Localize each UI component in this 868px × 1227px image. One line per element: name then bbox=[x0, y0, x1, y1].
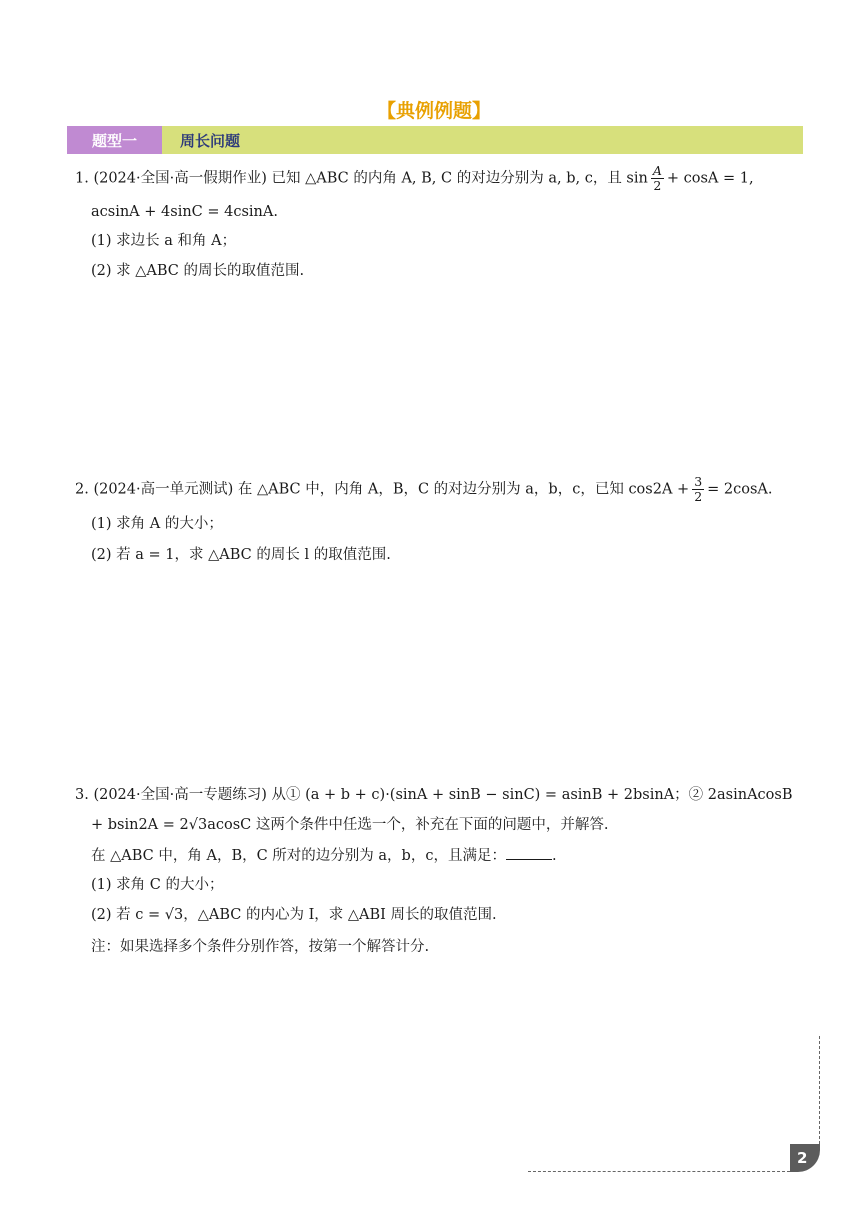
problem-1-text: 1. (2024·全国·高一假期作业) 已知 △ABC 的内角 A, B, C 的对边分别为 a, b, c，且 sin bbox=[75, 170, 648, 187]
problem-1-line-2: acsinA + 4sinC = 4csinA. bbox=[91, 204, 278, 220]
question-type-tag: 题型一 bbox=[67, 126, 162, 154]
problem-1-text-tail: + cosA = 1, bbox=[666, 170, 754, 187]
problem-2-part-2: (2) 若 a = 1，求 △ABC 的周长 l 的取值范围. bbox=[91, 547, 391, 563]
page-number: 2 bbox=[790, 1144, 820, 1172]
problem-2-text-tail: = 2cosA. bbox=[707, 481, 773, 498]
problem-2-text: 2. (2024·高一单元测试) 在 △ABC 中，内角 A，B，C 的对边分别为 a，b，c，已知 cos2A + bbox=[75, 481, 690, 498]
problem-3-line-3 bbox=[91, 845, 557, 866]
problem-3-part-1: (1) 求角 C 的大小； bbox=[91, 877, 224, 893]
fill-in-blank bbox=[506, 845, 552, 860]
problem-2-line-1 bbox=[75, 475, 773, 504]
problem-3-note: 注：如果选择多个条件分别作答，按第一个解答计分. bbox=[91, 939, 430, 955]
question-type-bar bbox=[67, 126, 803, 154]
problem-3-condition-end: . bbox=[551, 848, 557, 864]
fraction-a-over-2: $\frac{A}{2}$ bbox=[652, 163, 662, 193]
corner-dashed-vertical bbox=[819, 1036, 820, 1144]
fraction-3-over-2: $\frac{3}{2}$ bbox=[694, 474, 703, 504]
problem-1-part-2: (2) 求 △ABC 的周长的取值范围. bbox=[91, 263, 305, 279]
problem-3-condition-text: 在 △ABC 中，角 A，B，C 所对的边分别为 a，b，c，且满足： bbox=[91, 848, 506, 864]
problem-3-line-1: 3. (2024·全国·高一专题练习) 从① (a + b + c)·(sinA + sinB − sinC) = asinB + 2bsinA；② 2asinAcosB bbox=[75, 787, 793, 803]
section-title: 【典例例题】 bbox=[376, 100, 491, 122]
problem-3-part-2: (2) 若 c = √3，△ABC 的内心为 I，求 △ABI 周长的取值范围. bbox=[91, 907, 497, 923]
question-type-name: 周长问题 bbox=[180, 131, 241, 150]
problem-1-part-1: (1) 求边长 a 和角 A； bbox=[91, 233, 237, 249]
problem-3-line-2: + bsin2A = 2√3acosC 这两个条件中任选一个，补充在下面的问题中，并解答. bbox=[91, 817, 609, 833]
problem-2-part-1: (1) 求角 A 的大小； bbox=[91, 516, 223, 532]
corner-dashed-horizontal bbox=[528, 1171, 790, 1172]
problem-1-line-1 bbox=[75, 164, 754, 193]
